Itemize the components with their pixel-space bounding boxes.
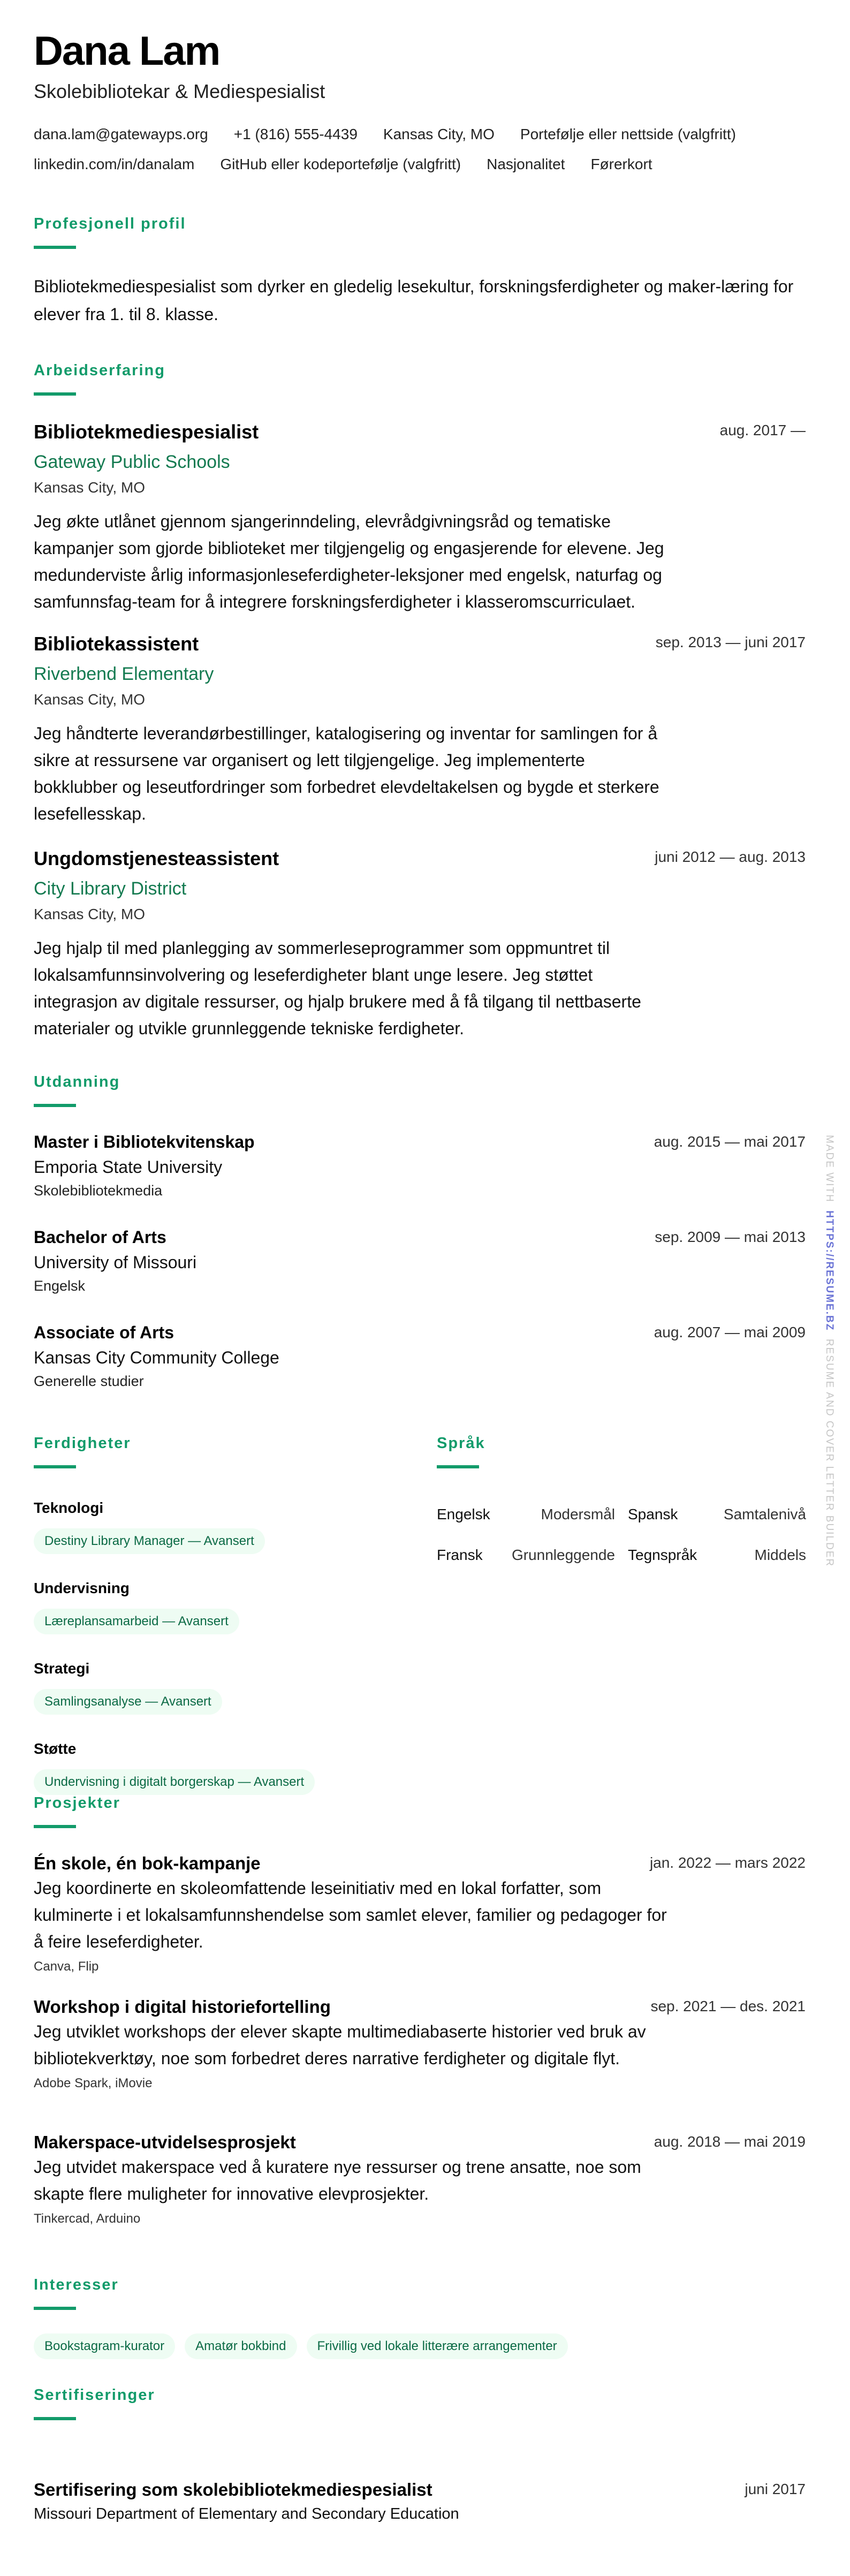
projects-section	[34, 1794, 806, 1828]
language-level: Middels	[754, 1547, 806, 1563]
job-entry	[34, 633, 806, 827]
job-date: aug. 2017 —	[719, 422, 806, 438]
heading-underline	[34, 1465, 76, 1468]
contact-portfolio[interactable]: Portefølje eller nettside (valgfritt)	[520, 126, 736, 142]
contact-license: Førerkort	[590, 156, 652, 172]
school: University of Missouri	[34, 1253, 197, 1272]
project-entry	[34, 1853, 806, 1974]
skill-category: Strategi	[34, 1660, 90, 1677]
contact-phone[interactable]: +1 (816) 555-4439	[233, 126, 358, 142]
language-name: Tegnspråk	[628, 1547, 697, 1563]
education-entry	[34, 1323, 806, 1390]
skill-group	[34, 1580, 419, 1634]
project-title: Én skole, én bok-kampanje	[34, 1853, 261, 1873]
candidate-title: Skolebibliotekar & Mediespesialist	[34, 80, 325, 102]
heading-underline	[34, 2417, 76, 2420]
job-entry	[34, 847, 806, 1042]
education-date: sep. 2009 — mai 2013	[655, 1229, 806, 1245]
project-tools: Tinkercad, Arduino	[34, 2211, 141, 2226]
profile-section	[34, 215, 806, 328]
job-location: Kansas City, MO	[34, 906, 145, 922]
section-heading: Sertifiseringer	[34, 2386, 155, 2404]
language-level: Samtalenivå	[723, 1506, 806, 1522]
section-heading: Interesser	[34, 2276, 119, 2293]
project-description: Jeg utvidet makerspace ved å kuratere nye ressurser og trene ansatte, noe som skapte flere muligheter for innovative elevprosjekter.	[34, 2157, 641, 2203]
job-description: Jeg hjalp til med planlegging av sommerleseprogrammer som oppmuntret til lokalsamfunnsinvolvering og leseferdigheter blant unge lesere. Jeg støttet integrasjon av digitale ressurser, og hjalp brukere med å få tilgang til nettbaserte materialer og utvikle grunnleggende tekniske ferdigheter.	[34, 938, 641, 1038]
job-location: Kansas City, MO	[34, 479, 145, 496]
job-company: Gateway Public Schools	[34, 452, 230, 472]
certification-date: juni 2017	[745, 2481, 806, 2497]
education-section	[34, 1073, 806, 1107]
field-of-study: Engelsk	[34, 1278, 86, 1294]
section-heading: Ferdigheter	[34, 1435, 131, 1452]
certification-entry	[34, 2480, 806, 2523]
skills-section	[34, 1435, 419, 1795]
job-title: Bibliotekassistent	[34, 633, 199, 655]
languages-section	[437, 1435, 806, 1564]
project-tools: Canva, Flip	[34, 1959, 99, 1974]
language-name: Engelsk	[437, 1506, 490, 1522]
project-title: Makerspace-utvidelsesprosjekt	[34, 2132, 296, 2152]
skill-group	[34, 1740, 419, 1795]
language-item	[628, 1547, 806, 1564]
job-company: Riverbend Elementary	[34, 664, 214, 684]
project-date: jan. 2022 — mars 2022	[649, 1854, 806, 1871]
interest-pill: Bookstagram-kurator	[34, 2333, 175, 2359]
project-date: aug. 2018 — mai 2019	[654, 2133, 806, 2150]
job-entry	[34, 421, 806, 615]
section-heading: Utdanning	[34, 1073, 120, 1090]
skill-pill: Læreplansamarbeid — Avansert	[34, 1609, 239, 1634]
interest-pill: Amatør bokbind	[185, 2333, 297, 2359]
contact-nationality: Nasjonalitet	[487, 156, 565, 172]
heading-underline	[34, 2307, 76, 2310]
contact-location: Kansas City, MO	[383, 126, 495, 142]
contact-list	[34, 124, 806, 175]
job-description: Jeg håndterte leverandørbestillinger, katalogisering og inventar for samlingen for å sikre at ressursene var organisert og lett tilgjengelige. Jeg implementerte bokklubber og leseutfordringer som forbedret elevdeltakelsen og bygde et sterkere lesefellesskap.	[34, 724, 659, 823]
job-location: Kansas City, MO	[34, 691, 145, 708]
language-item	[437, 1547, 615, 1564]
skill-pill: Samlingsanalyse — Avansert	[34, 1689, 222, 1715]
profile-text: Bibliotekmediespesialist som dyrker en gledelig lesekultur, forskningsferdigheter og maker-læring for elever fra 1. til 8. klasse.	[34, 277, 794, 324]
degree: Master i Bibliotekvitenskap	[34, 1132, 255, 1151]
language-name: Fransk	[437, 1547, 483, 1563]
skill-pill: Undervisning i digitalt borgerskap — Avansert	[34, 1769, 315, 1795]
job-title: Bibliotekmediespesialist	[34, 421, 259, 443]
contact-email[interactable]: dana.lam@gatewayps.org	[34, 126, 208, 142]
skill-category: Undervisning	[34, 1580, 130, 1596]
school: Emporia State University	[34, 1157, 223, 1177]
interest-pill: Frivillig ved lokale litterære arrangementer	[307, 2333, 568, 2359]
school: Kansas City Community College	[34, 1348, 279, 1367]
watermark-prefix: MADE WITH	[824, 1135, 835, 1203]
watermark-link[interactable]: HTTPS://RESUME.BZ	[824, 1210, 835, 1331]
education-entry	[34, 1132, 806, 1199]
contact-github[interactable]: GitHub eller kodeportefølje (valgfritt)	[220, 156, 461, 172]
language-level: Grunnleggende	[511, 1547, 615, 1563]
job-title: Ungdomstjenesteassistent	[34, 847, 279, 869]
project-title: Workshop i digital historiefortelling	[34, 1997, 331, 2017]
interests-section	[34, 2276, 806, 2359]
interest-list	[34, 2333, 806, 2359]
watermark-suffix: RESUME AND COVER LETTER BUILDER	[824, 1338, 835, 1567]
certification-issuer: Missouri Department of Elementary and Secondary Education	[34, 2505, 459, 2522]
heading-underline	[34, 1825, 76, 1828]
language-list	[437, 1506, 806, 1564]
job-date: juni 2012 — aug. 2013	[655, 848, 806, 865]
project-entry	[34, 1997, 806, 2091]
section-heading: Språk	[437, 1435, 485, 1452]
degree: Bachelor of Arts	[34, 1228, 166, 1247]
skill-group	[34, 1499, 419, 1554]
project-description: Jeg koordinerte en skoleomfattende leseinitiativ med en lokal forfatter, som kulminerte i et lokalsamfunnshendelse som samlet elever, familier og pedagoger for å feire leseferdigheter.	[34, 1878, 667, 1951]
section-heading: Prosjekter	[34, 1794, 120, 1812]
heading-underline	[34, 246, 76, 249]
project-tools: Adobe Spark, iMovie	[34, 2076, 153, 2090]
language-item	[437, 1506, 615, 1523]
skill-pill: Destiny Library Manager — Avansert	[34, 1528, 265, 1554]
education-entry	[34, 1228, 806, 1294]
language-name: Spansk	[628, 1506, 678, 1522]
language-item	[628, 1506, 806, 1523]
watermark	[823, 1135, 835, 1567]
job-company: City Library District	[34, 878, 187, 899]
degree: Associate of Arts	[34, 1323, 174, 1342]
certification-title: Sertifisering som skolebibliotekmediespesialist	[34, 2480, 432, 2499]
education-date: aug. 2015 — mai 2017	[654, 1133, 806, 1150]
job-date: sep. 2013 — juni 2017	[655, 634, 806, 650]
education-date: aug. 2007 — mai 2009	[654, 1324, 806, 1340]
certifications-section	[34, 2386, 806, 2420]
field-of-study: Skolebibliotekmedia	[34, 1183, 163, 1199]
candidate-name: Dana Lam	[34, 28, 220, 74]
project-date: sep. 2021 — des. 2021	[650, 1998, 806, 2014]
skill-category: Støtte	[34, 1740, 77, 1757]
skill-category: Teknologi	[34, 1499, 104, 1516]
section-heading: Profesjonell profil	[34, 215, 186, 232]
heading-underline	[34, 392, 76, 396]
project-entry	[34, 2132, 806, 2226]
job-description: Jeg økte utlånet gjennom sjangerinndeling, elevrådgivningsråd og tematiske kampanjer som gjorde biblioteket mer tilgjengelig og engasjerende for elevene. Jeg medunderviste årlig informasjonleseferdigheter-leksjoner med engelsk, naturfag og samfunnsfag-team for å integrere forskningsferdigheter i klasseromscurriculaet.	[34, 512, 664, 611]
field-of-study: Generelle studier	[34, 1373, 144, 1389]
language-level: Modersmål	[541, 1506, 615, 1522]
heading-underline	[437, 1465, 479, 1468]
experience-section	[34, 362, 806, 396]
project-description: Jeg utviklet workshops der elever skapte multimediabaserte historier ved bruk av bibliotekverktøy, noe som forbedret deres narrative ferdigheter og digitale flyt.	[34, 2022, 646, 2068]
heading-underline	[34, 1104, 76, 1107]
contact-linkedin[interactable]: linkedin.com/in/danalam	[34, 156, 195, 172]
section-heading: Arbeidserfaring	[34, 362, 165, 379]
skill-group	[34, 1660, 419, 1715]
